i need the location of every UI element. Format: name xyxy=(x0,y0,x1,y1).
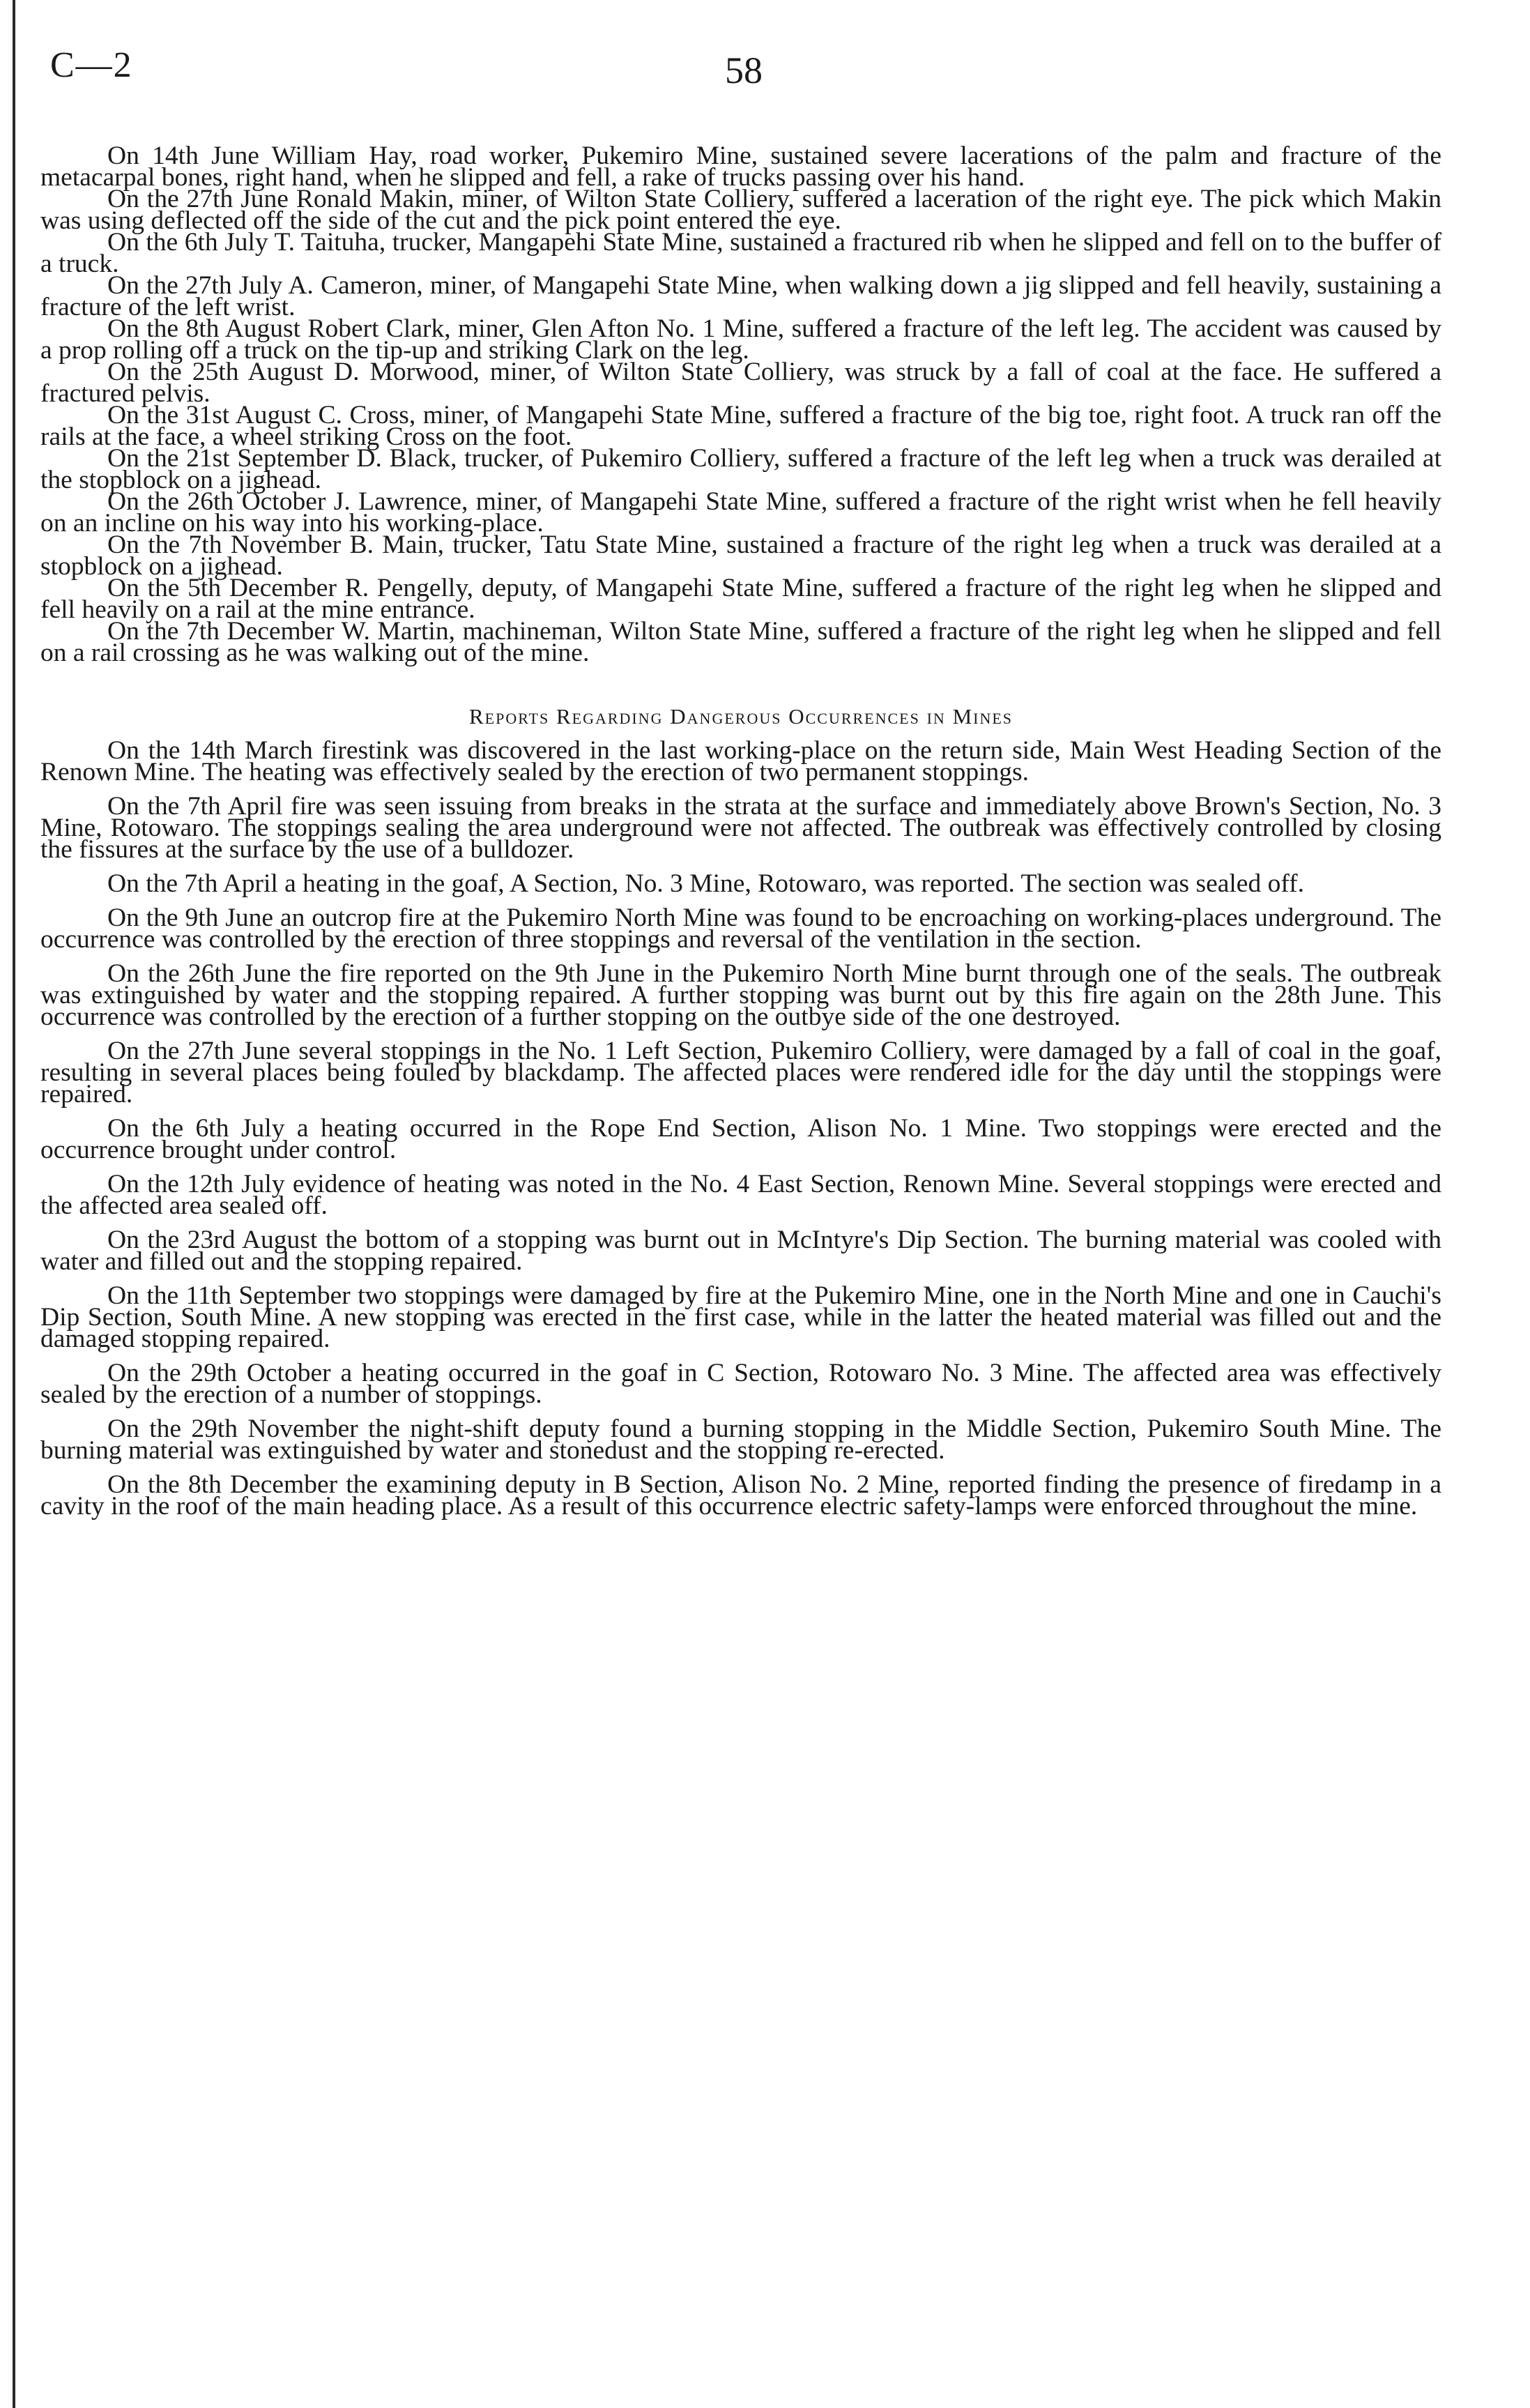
document-reference: C—2 xyxy=(50,45,133,85)
paragraph: On the 5th December R. Pengelly, deputy, of Mangapehi State Mine, suffered a fracture of the right leg when he slipped and fell heavily on a rail at the mine entrance. xyxy=(40,574,1441,624)
paragraph: On the 6th July T. Taituha, trucker, Mangapehi State Mine, sustained a fractured rib when he slipped and fell on to the buffer of a truck. xyxy=(40,228,1441,278)
paragraph: On the 29th October a heating occurred in the goaf in C Section, Rotowaro No. 3 Mine. The affected area was effectively sealed by the erection of a number of stoppings. xyxy=(40,1359,1441,1409)
paragraph: On the 27th June several stoppings in the No. 1 Left Section, Pukemiro Colliery, were damaged by a fall of coal in the goaf, resulting in several places being fouled by blackdamp. The affected places were rendered idle for the day until the stoppings were repaired. xyxy=(40,1037,1441,1108)
paragraph: On the 8th December the examining deputy in B Section, Alison No. 2 Mine, reported finding the presence of firedamp in a cavity in the roof of the main heading place. As a result of this occurrence electric safety-lamps were enforced throughout the mine. xyxy=(40,1470,1441,1521)
paragraph: On the 7th November B. Main, trucker, Tatu State Mine, sustained a fracture of the right leg when a truck was derailed at a stopblock on a jighead. xyxy=(40,531,1441,581)
paragraph: On the 7th April fire was seen issuing from breaks in the strata at the surface and immediately above Brown's Section, No. 3 Mine, Rotowaro. The stoppings sealing the area underground were not affected. The outbreak was effectively controlled by closing the fissures at the surface by the use of a bulldozer. xyxy=(40,792,1441,864)
paragraph: On the 11th September two stoppings were damaged by fire at the Pukemiro Mine, one in the North Mine and one in Cauchi's Dip Section, South Mine. A new stopping was erected in the first case, while in the latter the heated material was filled out and the damaged stopping repaired. xyxy=(40,1281,1441,1353)
paragraph: On the 7th December W. Martin, machineman, Wilton State Mine, suffered a fracture of the right leg when he slipped and fell on a rail crossing as he was walking out of the mine. xyxy=(40,617,1441,667)
page-number: 58 xyxy=(725,49,763,91)
paragraph: On the 26th October J. Lawrence, miner, of Mangapehi State Mine, suffered a fracture of the right wrist when he fell heavily on an incline on his way into his working-place. xyxy=(40,487,1441,538)
accident-reports xyxy=(40,142,1441,667)
paragraph: On the 25th August D. Morwood, miner, of Wilton State Colliery, was struck by a fall of coal at the face. He suffered a fractured pelvis. xyxy=(40,358,1441,408)
paragraph: On 14th June William Hay, road worker, Pukemiro Mine, sustained severe lacerations of the palm and fracture of the metacarpal bones, right hand, when he slipped and fell, a rake of trucks passing over his hand. xyxy=(40,142,1441,192)
paragraph: On the 31st August C. Cross, miner, of Mangapehi State Mine, suffered a fracture of the big toe, right foot. A truck ran off the rails at the face, a wheel striking Cross on the foot. xyxy=(40,401,1441,451)
paragraph: On the 26th June the fire reported on the 9th June in the Pukemiro North Mine burnt through one of the seals. The outbreak was extinguished by water and the stopping repaired. A further stopping was burnt out by this fire again on the 28th June. This occurrence was controlled by the erection of a further stopping on the outbye side of the one destroyed. xyxy=(40,959,1441,1031)
paragraph: On the 8th August Robert Clark, miner, Glen Afton No. 1 Mine, suffered a fracture of the left leg. The accident was caused by a prop rolling off a truck on the tip-up and striking Clark on the leg. xyxy=(40,314,1441,365)
paragraph: On the 6th July a heating occurred in the Rope End Section, Alison No. 1 Mine. Two stoppings were erected and the occurrence brought under control. xyxy=(40,1114,1441,1164)
page-body xyxy=(40,142,1441,1530)
paragraph: On the 7th April a heating in the goaf, A Section, No. 3 Mine, Rotowaro, was reported. The section was sealed off. xyxy=(107,869,1304,898)
paragraph: On the 21st September D. Black, trucker, of Pukemiro Colliery, suffered a fracture of the left leg when a truck was derailed at the stopblock on a jighead. xyxy=(40,444,1441,494)
paragraph: On the 27th June Ronald Makin, miner, of Wilton State Colliery, suffered a laceration of the right eye. The pick which Makin was using deflected off the side of the cut and the pick point entered the eye. xyxy=(40,185,1441,235)
paragraph: On the 12th July evidence of heating was noted in the No. 4 East Section, Renown Mine. Several stoppings were erected and the affected area sealed off. xyxy=(40,1170,1441,1220)
paragraph: On the 9th June an outcrop fire at the Pukemiro North Mine was found to be encroaching on working-places underground. The occurrence was controlled by the erection of three stoppings and reversal of the ventilation in the section. xyxy=(40,904,1441,954)
paragraph: On the 14th March firestink was discovered in the last working-place on the return side, Main West Heading Section of the Renown Mine. The heating was effectively sealed by the erection of two permanent stoppings. xyxy=(40,736,1441,786)
paragraph: On the 29th November the night-shift deputy found a burning stopping in the Middle Section, Pukemiro South Mine. The burning material was extinguished by water and stonedust and the stopping re-erected. xyxy=(40,1415,1441,1465)
paragraph: On the 27th July A. Cameron, miner, of Mangapehi State Mine, when walking down a jig slipped and fell heavily, sustaining a fracture of the left wrist. xyxy=(40,271,1441,321)
dangerous-occurrences xyxy=(40,736,1441,1521)
left-margin-rule xyxy=(13,0,15,2408)
section-heading: Reports Regarding Dangerous Occurrences in Mines xyxy=(468,704,1013,729)
paragraph: On the 23rd August the bottom of a stopping was burnt out in McIntyre's Dip Section. The burning material was cooled with water and filled out and the stopping repaired. xyxy=(40,1226,1441,1276)
